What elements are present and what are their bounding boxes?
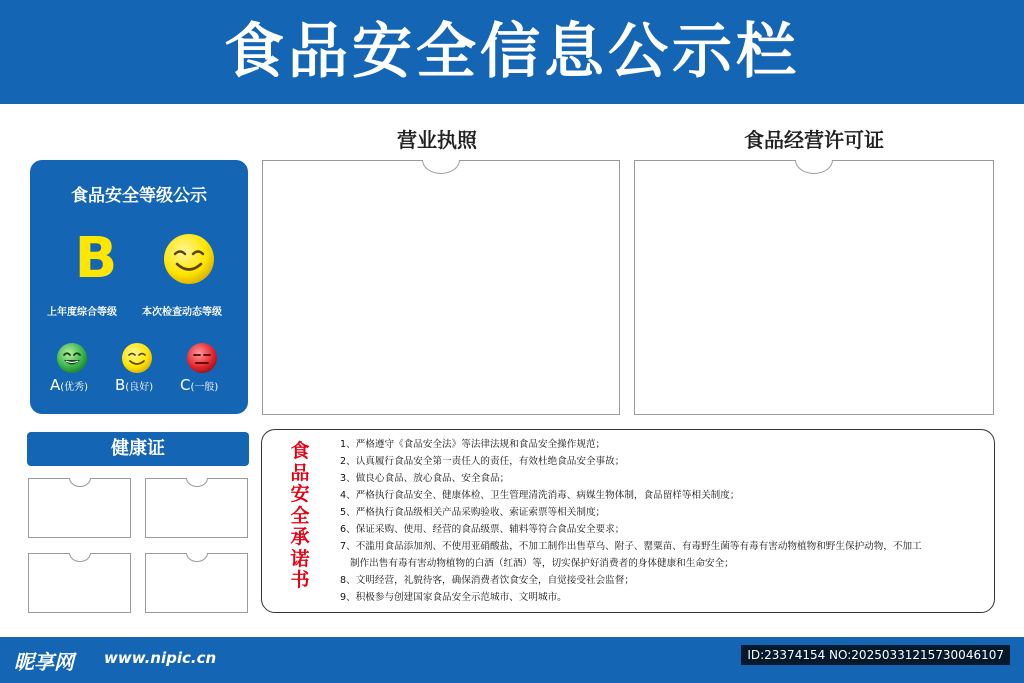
pledge-item: 2、认真履行食品安全第一责任人的责任，有效杜绝食品安全事故； xyxy=(340,456,625,467)
health-cert-slot xyxy=(28,553,131,613)
pledge-list xyxy=(340,436,980,606)
health-cert-header: 健康证 xyxy=(27,432,249,466)
grade-panel xyxy=(30,160,248,414)
pledge-item: 制作出售有毒有害动物植物的白酒（红酒）等，切实保护好消费者的身体健康和生命安全； xyxy=(350,558,734,569)
legend-face-b-icon xyxy=(107,342,167,378)
pledge-item: 6、保证采购、使用、经营的食品级票、辅料等符合食品安全要求； xyxy=(340,524,625,535)
legend-b-label: B(良好) xyxy=(115,376,154,394)
annual-grade-label: 上年度综合等级 xyxy=(47,307,117,318)
pledge-item: 4、严格执行食品安全、健康体检、卫生管理清洗消毒、病媒生物体制，食品留样等相关制度； xyxy=(340,490,740,501)
food-permit-label: 食品经营许可证 xyxy=(744,128,884,152)
watermark-id: ID:23374154 NO:20250331215730046107 xyxy=(741,645,1010,665)
health-cert-slot xyxy=(145,478,248,538)
dynamic-grade-label: 本次检查动态等级 xyxy=(142,307,222,318)
pledge-item: 7、不滥用食品添加剂、不使用亚硝酸盐，不加工制作出售草乌、附子、罂粟苗、有毒野生菌等有毒有害动物植物和野生保护动物，不加工 xyxy=(340,541,922,552)
pledge-item: 3、做良心食品、放心食品、安全食品； xyxy=(340,473,510,484)
health-cert-slot xyxy=(145,553,248,613)
dynamic-grade-smiley-icon xyxy=(162,232,216,290)
annual-grade-letter: B xyxy=(74,226,118,291)
frame-notch xyxy=(795,160,833,174)
frame-notch xyxy=(186,553,208,562)
legend-c-label: C(一般) xyxy=(180,376,219,394)
pledge-item: 5、严格执行食品级相关产品采购验收、索证索票等相关制度； xyxy=(340,507,606,518)
legend-face-c-icon xyxy=(172,342,232,378)
pledge-item: 8、文明经营，礼貌待客，确保消费者饮食安全，自觉接受社会监督； xyxy=(340,575,634,586)
watermark-logo: 昵享网 xyxy=(14,650,74,674)
frame-notch xyxy=(186,478,208,487)
pledge-item: 9、积极参与创建国家食品安全示范城市、文明城市。 xyxy=(340,592,567,603)
frame-notch xyxy=(69,478,91,487)
legend-a-label: A(优秀) xyxy=(50,376,89,394)
business-license-label: 营业执照 xyxy=(397,128,477,152)
health-cert-slot xyxy=(28,478,131,538)
page-title: 食品安全信息公示栏 xyxy=(224,17,800,87)
legend-face-a-icon xyxy=(42,342,102,378)
food-permit-frame xyxy=(634,160,994,415)
grade-panel-title: 食品安全等级公示 xyxy=(71,186,207,206)
pledge-item: 1、严格遵守《食品安全法》等法律法规和食品安全操作规范； xyxy=(340,439,606,450)
frame-notch xyxy=(69,553,91,562)
pledge-title: 食 品 安 全 承 诺 书 xyxy=(290,440,310,591)
watermark-url: www.nipic.cn xyxy=(104,649,217,667)
business-license-frame xyxy=(262,160,620,415)
frame-notch xyxy=(422,160,460,174)
